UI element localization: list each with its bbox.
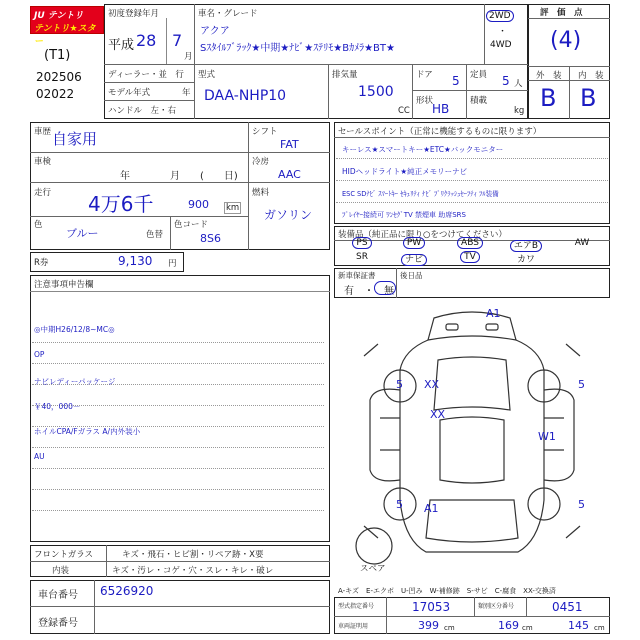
usage-label: 車歴 xyxy=(34,127,52,137)
dims-label: 車両証明用 xyxy=(338,623,369,630)
interior-label: 内装 xyxy=(52,566,70,576)
interior-text: キズ・汚レ・コゲ・穴・スレ・キレ・破レ xyxy=(112,566,274,576)
reg-label: 初度登録年月 xyxy=(108,9,160,19)
ext-label: 外 装 xyxy=(536,71,562,81)
color-value: ブルー xyxy=(66,227,99,240)
note-line-2: OP xyxy=(34,350,45,359)
equip-ps: PS xyxy=(342,238,382,248)
logo-line2: テントリ★スター xyxy=(34,24,96,47)
tire-rear-left: 5 xyxy=(396,498,403,511)
sales-line-1: キーレス★スマートキー★ETC★バックモニター xyxy=(342,145,504,154)
lot-date: 202506 xyxy=(36,70,82,84)
mileage-sub: 900 xyxy=(188,198,209,211)
ext-grade: B xyxy=(540,84,557,112)
color-change-label: 色替 xyxy=(146,230,164,240)
warranty-label: 新車保証書 xyxy=(338,271,376,280)
warranty-value: 有 ・ 無 xyxy=(344,286,394,297)
note-line-3: ナビレディーパッケージ xyxy=(34,377,116,386)
spare-label: スペア xyxy=(360,564,386,574)
mark-w1: W1 xyxy=(538,430,556,443)
ac-label: 冷房 xyxy=(252,157,270,167)
equip-abs: ABS xyxy=(450,238,490,248)
type-no-label: 型式指定番号 xyxy=(338,603,375,610)
height-value: 145 xyxy=(568,619,589,632)
shape-value: HB xyxy=(432,102,450,116)
class-no-value: 0451 xyxy=(552,600,583,614)
note-line-4: ￥40，000－ xyxy=(34,402,81,411)
ac-value: AAC xyxy=(278,168,301,181)
damage-legend: A-キズ E-エクボ U-凹み W-補修跡 S-サビ C-腐食 XX-交換済 xyxy=(338,587,556,595)
height-unit: cm xyxy=(594,624,605,632)
mark-xx-center: XX xyxy=(430,408,446,421)
tire-rear-right: 5 xyxy=(578,498,585,511)
sales-line-3: ESC SDﾅﾋﾞ ｽﾏｰﾄｷｰ ｾｷｭﾘﾃｨ ﾅﾋﾞ ﾌﾟﾘｸﾗｯｼｭｾｰﾌﾃｨ ﾌﾙ装備 xyxy=(342,190,499,198)
shaken-month: 月 xyxy=(170,171,180,182)
load-label: 積載 xyxy=(470,96,488,106)
equip-pw: PW xyxy=(394,238,434,248)
tire-front-left: 5 xyxy=(396,378,403,391)
shift-value: FAT xyxy=(280,138,299,151)
type-label: 型式 xyxy=(198,70,216,80)
model-year-unit: 年 xyxy=(182,88,191,98)
reg-era: 平成 xyxy=(108,38,135,53)
cc-unit: CC xyxy=(398,106,410,116)
usage-value: 自家用 xyxy=(52,130,98,148)
note-line-5: ホイルCPA/Fガラス A/内外装小 xyxy=(34,427,141,436)
int-grade: B xyxy=(580,84,597,112)
cap-unit: 人 xyxy=(514,79,523,89)
shaken-year: 年 xyxy=(120,171,130,182)
door-value: 5 xyxy=(452,74,460,88)
shaken-day: ( 日) xyxy=(200,171,238,182)
equip-tv: TV xyxy=(450,252,490,262)
grade-label: 評 価 点 xyxy=(540,8,583,18)
mark-a1-top: A1 xyxy=(486,307,501,320)
reg-year: 28 xyxy=(136,31,157,50)
model-year-label: モデル年式 xyxy=(108,88,151,98)
color-label: 色 xyxy=(34,220,43,230)
mark-a1-bottom: A1 xyxy=(424,502,439,515)
cc-value: 1500 xyxy=(358,84,394,100)
tire-front-right: 5 xyxy=(578,378,585,391)
warranty-circle xyxy=(374,281,396,295)
shift-label: シフト xyxy=(252,127,278,137)
width-value: 169 xyxy=(498,619,519,632)
chassis-value: 6526920 xyxy=(100,584,154,598)
length-unit: cm xyxy=(444,624,455,632)
recycle-label: R券 xyxy=(34,258,49,268)
equip-sr: SR xyxy=(356,252,368,262)
sales-label: セールスポイント（正常に機能するものに限ります） xyxy=(338,127,542,137)
vehicle-info-box xyxy=(104,4,528,119)
fuel-label: 燃料 xyxy=(252,188,270,198)
fuel-value: ガソリン xyxy=(264,208,313,222)
length-value: 399 xyxy=(418,619,439,632)
mileage-unit: km xyxy=(226,203,240,213)
recycle-unit: 円 xyxy=(168,259,177,269)
lot-number: 02022 xyxy=(36,87,75,101)
equip-aw: AW xyxy=(574,238,590,248)
sales-line-4: ﾌﾟﾚｲﾔｰ接続可 ﾜﾝｾｸﾞTV 禁煙車 助席SRS xyxy=(342,211,466,219)
mileage-value: 4万6千 xyxy=(88,192,154,216)
equip-airbag: エアB xyxy=(506,238,546,251)
lot-code: (T1) xyxy=(44,48,71,63)
mileage-label: 走行 xyxy=(34,188,52,198)
front-glass-label: フロントガラス xyxy=(34,550,93,560)
load-unit: kg xyxy=(514,106,525,116)
recycle-value: 9,130 xyxy=(118,254,153,268)
reg-month-unit: 月 xyxy=(184,52,193,62)
recycle-box xyxy=(30,252,184,272)
note-line-1: ◎中期H26/12/8~MC◎ xyxy=(34,325,115,334)
width-unit: cm xyxy=(522,624,533,632)
notes-label: 注意事項申告欄 xyxy=(34,280,94,290)
car-grade: Sｽﾀｲﾙﾌﾞﾗｯｸ★中期★ﾅﾋﾞ★ｽﾃﾘﾓ★Bｶﾒﾗ★BT★ xyxy=(200,43,395,54)
equip-label: 装備品（純正品に限り○をつけてください） xyxy=(338,230,507,240)
note-line-6: AU xyxy=(34,452,45,461)
sales-line-2: HIDヘッドライト★純正メモリーナビ xyxy=(342,167,468,176)
type-value: DAA-NHP10 xyxy=(204,88,287,104)
drive-4wd: 4WD xyxy=(490,40,512,50)
class-no-label: 類別区分番号 xyxy=(478,603,515,610)
color-code-label: 色コード xyxy=(174,220,209,230)
cap-value: 5 xyxy=(502,74,510,88)
car-name: アクア xyxy=(200,26,230,37)
auction-logo xyxy=(30,6,104,47)
door-label: ドア xyxy=(416,70,433,80)
front-glass-text: キズ・飛石・ヒビ割・リペア跡・X要 xyxy=(122,550,264,560)
equip-leather: カワ xyxy=(516,255,535,265)
chassis-label: 車台番号 xyxy=(38,590,78,601)
after-label: 後日品 xyxy=(400,271,423,280)
color-code: 8S6 xyxy=(200,232,221,245)
mark-xx-left: XX xyxy=(424,378,440,391)
equip-navi: ナビ xyxy=(394,252,434,265)
handle-label: ハンドル 左・右 xyxy=(108,106,177,116)
dealer-label: ディーラー・並 行 xyxy=(108,70,184,80)
name-label: 車名・グレード xyxy=(198,9,258,19)
logo-line1: JU テントリ xyxy=(34,11,84,21)
grade-value: (4) xyxy=(550,28,582,53)
type-no-value: 17053 xyxy=(412,600,451,614)
int-label: 内 装 xyxy=(578,71,604,81)
cc-label: 排気量 xyxy=(332,70,358,80)
shaken-label: 車検 xyxy=(34,157,52,167)
shape-label: 形状 xyxy=(416,96,434,106)
car-diagram xyxy=(334,300,610,578)
drive-2wd: 2WD xyxy=(486,10,514,22)
plate-label: 登録番号 xyxy=(38,618,78,629)
reg-month: 7 xyxy=(172,31,183,50)
cap-label: 定員 xyxy=(470,70,488,80)
drive-dot: ・ xyxy=(498,27,508,37)
